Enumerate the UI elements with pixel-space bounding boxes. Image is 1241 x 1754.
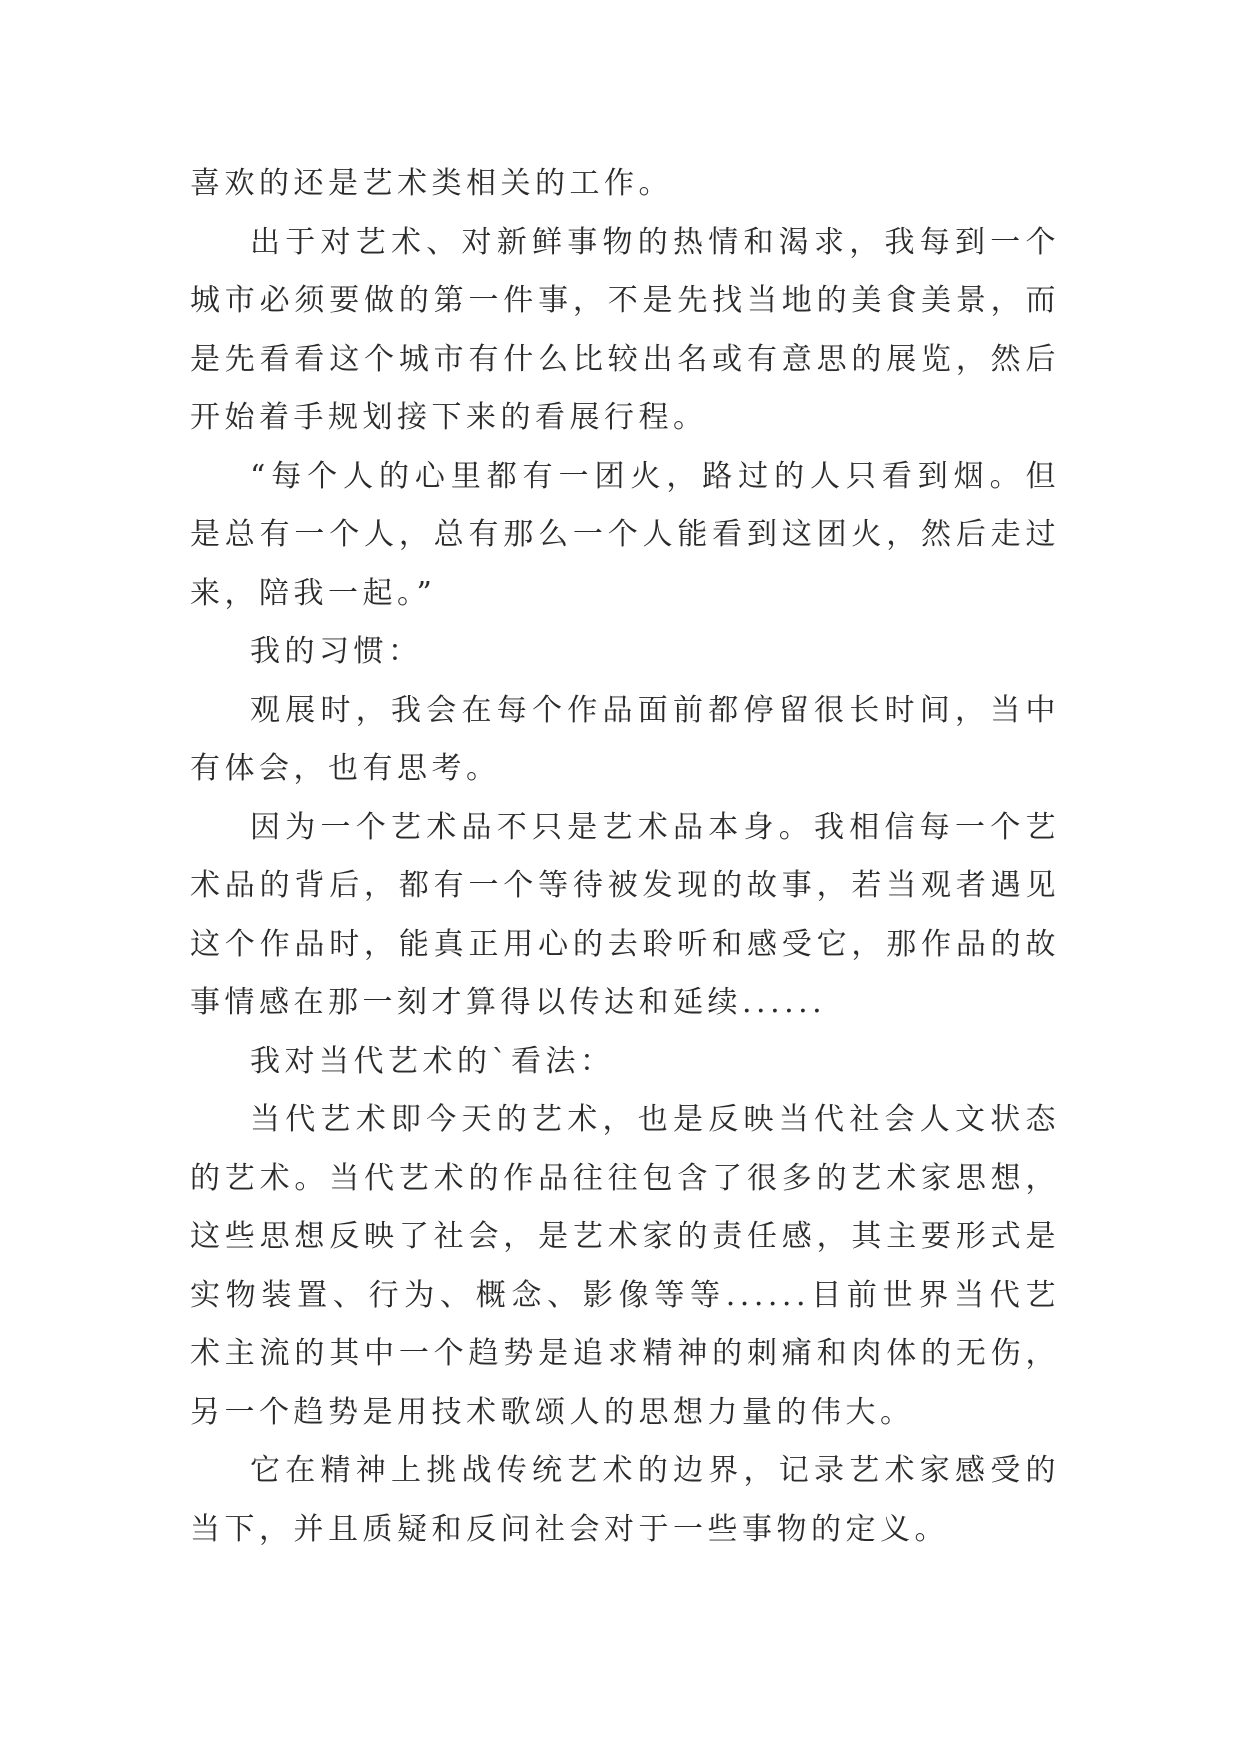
paragraph-3-quote: “每个人的心里都有一团火，路过的人只看到烟。但是总有一个人，总有那么一个人能看到这团火，然后走过来，陪我一起。” xyxy=(190,458,1060,611)
paragraph-5: 观展时，我会在每个作品面前都停留很长时间，当中有体会，也有思考。 xyxy=(190,692,1060,786)
paragraph-8: 当代艺术即今天的艺术，也是反映当代社会人文状态的艺术。当代艺术的作品往往包含了很多的艺术家思想，这些思想反映了社会，是艺术家的责任感，其主要形式是实物装置、行为、概念、影像等等......目前世界当代艺术主流的其中一个趋势是追求精神的刺痛和肉体的无伤，另一个趋势是用技术歌颂人的思想力量的伟大。 xyxy=(190,1102,1060,1430)
paragraph-4-heading: 我的习惯： xyxy=(250,634,423,669)
paragraph-1: 喜欢的还是艺术类相关的工作。 xyxy=(190,166,673,201)
paragraph-7-heading: 我对当代艺术的`看法： xyxy=(250,1043,615,1079)
paragraph-2: 出于对艺术、对新鲜事物的热情和渴求，我每到一个城市必须要做的第一件事，不是先找当地的美食美景，而是先看看这个城市有什么比较出名或有意思的展览，然后开始着手规划接下来的看展行程。 xyxy=(190,224,1060,435)
paragraph-9: 它在精神上挑战传统艺术的边界，记录艺术家感受的当下，并且质疑和反问社会对于一些事物的定义。 xyxy=(190,1453,1060,1547)
paragraph-6: 因为一个艺术品不只是艺术品本身。我相信每一个艺术品的背后，都有一个等待被发现的故事，若当观者遇见这个作品时，能真正用心的去聆听和感受它，那作品的故事情感在那一刻才算得以传达和延续...... xyxy=(190,809,1060,1020)
document-body xyxy=(190,155,1060,1559)
